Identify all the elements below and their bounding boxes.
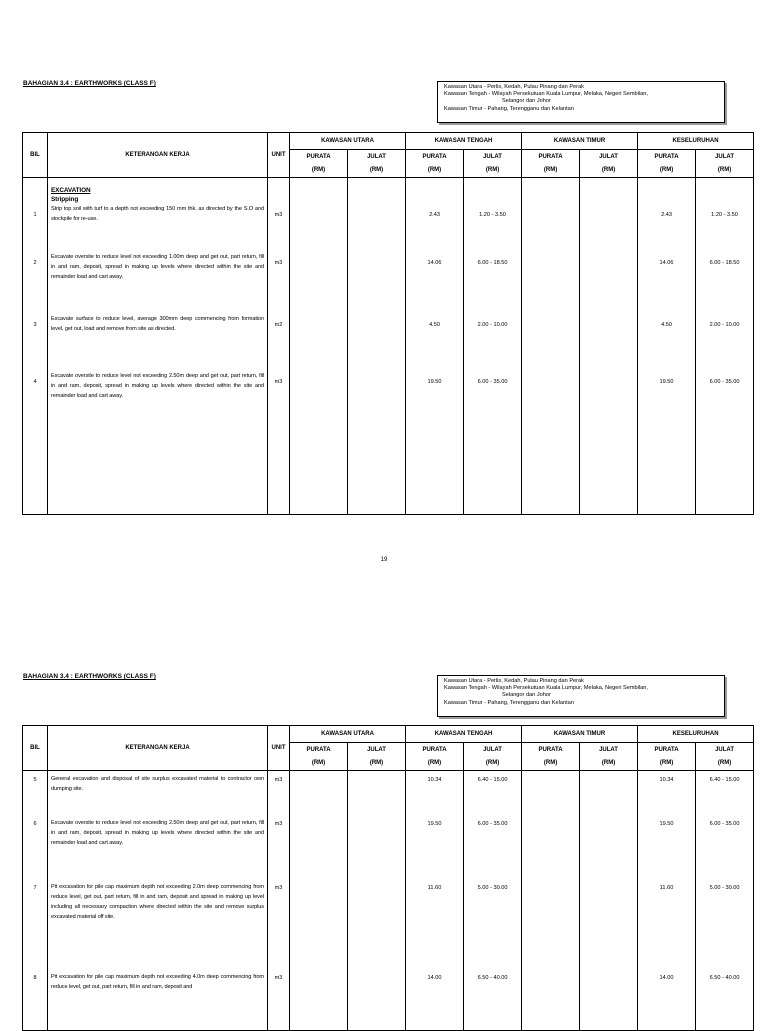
page-number: 19 <box>380 557 388 563</box>
item-bil: 6 <box>33 821 37 827</box>
tengah-julat-column <box>464 771 522 1031</box>
legend-line: Kawasan Utara - Perlis, Kedah, Pulau Pinang dan Perak <box>444 84 584 90</box>
item-unit: m2 <box>274 322 283 328</box>
value-cell: 2.00 - 10.00 <box>477 322 508 328</box>
value-cell: 4.50 <box>429 322 440 328</box>
header-julat: JULAT <box>348 150 406 164</box>
value-cell: 11.60 <box>659 885 674 891</box>
value-cell: 6.50 - 40.00 <box>477 975 508 981</box>
rates-table <box>22 725 754 1031</box>
header-julat: JULAT <box>580 150 638 164</box>
header-region: KAWASAN TIMUR <box>522 726 638 743</box>
header-rm: (RM) <box>290 756 348 771</box>
item-description: Pit excavation for pile cap maximum depth not exceeding 2.0m deep commencing from reduce level, get out, part return, fill in and ram, deposit and spread in making up level including all necessary compaction where directed within the site and remove surplus excavated material off site. <box>51 884 264 920</box>
value-cell: 19.50 <box>427 379 442 385</box>
section-title: BAHAGIAN 3.4 : EARTHWORKS (CLASS F) <box>23 80 156 87</box>
header-bil: BIL <box>23 726 48 771</box>
header-region: KAWASAN UTARA <box>290 133 406 150</box>
value-cell: 6.00 - 18.50 <box>477 260 508 266</box>
item-description: Excavate surface to reduce level, average 300mm deep commencing from formation level, get out, load and remove from site as directed. <box>51 316 264 332</box>
header-bil: BIL <box>23 133 48 178</box>
section-title: BAHAGIAN 3.4 : EARTHWORKS (CLASS F) <box>23 673 156 680</box>
value-cell: 1.20 - 3.50 <box>479 212 506 218</box>
timur-julat-column <box>580 771 638 1031</box>
header-rm: (RM) <box>522 163 580 178</box>
value-cell: 10.34 <box>427 777 442 783</box>
header-rm: (RM) <box>406 163 464 178</box>
kes-julat-column <box>696 771 754 1031</box>
header-region: KESELURUHAN <box>638 726 754 743</box>
header-julat: JULAT <box>464 743 522 757</box>
value-cell: 2.43 <box>661 212 672 218</box>
item-subheading: Stripping <box>51 196 79 203</box>
bil-column <box>23 771 48 1031</box>
legend-line: Kawasan Timur - Pahang, Terengganu dan Kelantan <box>444 699 574 706</box>
header-region: KAWASAN TENGAH <box>406 133 522 150</box>
item-bil: 8 <box>33 975 37 981</box>
legend-line: Selangor dan Johor <box>502 98 551 105</box>
header-purata: PURATA <box>290 150 348 164</box>
header-rm: (RM) <box>406 756 464 771</box>
value-cell: 1.20 - 3.50 <box>711 212 738 218</box>
header-rm: (RM) <box>464 163 522 178</box>
timur-purata-column <box>522 771 580 1031</box>
legend-line: Selangor dan Johor <box>502 692 551 699</box>
value-cell: 6.40 - 15.00 <box>709 777 740 783</box>
value-cell: 19.50 <box>427 821 442 827</box>
value-cell: 6.00 - 35.00 <box>477 379 508 385</box>
value-cell: 5.00 - 30.00 <box>477 885 508 891</box>
item-bil: 2 <box>33 260 37 266</box>
value-cell: 6.00 - 35.00 <box>709 821 740 827</box>
item-description: Pit excavation for pile cap maximum depth not exceeding 4.0m deep commencing from reduce level, get out, part return, fill in and ram, deposit and <box>51 974 264 990</box>
header-purata: PURATA <box>522 743 580 757</box>
utara-purata-column <box>290 771 348 1031</box>
header-purata: PURATA <box>638 743 696 757</box>
item-unit: m3 <box>274 212 283 218</box>
header-julat: JULAT <box>696 743 754 757</box>
utara-julat-column <box>348 771 406 1031</box>
item-description: Excavate oversite to reduce level not exceeding 1.00m deep and get out, part return, fill in and ram, deposit, spread in making up levels where directed within the site and remainder load and cart away. <box>51 254 264 280</box>
table-body <box>23 771 754 1031</box>
header-purata: PURATA <box>406 743 464 757</box>
header-purata: PURATA <box>290 743 348 757</box>
value-cell: 2.00 - 10.00 <box>709 322 740 328</box>
value-cell: 14.00 <box>659 975 674 981</box>
value-cell: 6.40 - 15.00 <box>477 777 508 783</box>
header-purata: PURATA <box>406 150 464 164</box>
item-bil: 1 <box>33 212 37 218</box>
item-bil: 7 <box>33 885 37 891</box>
header-julat: JULAT <box>464 150 522 164</box>
item-description: General excavation and disposal of site surplus excavated material to contractor own dumping site. <box>51 776 264 792</box>
item-unit: m3 <box>274 777 283 783</box>
legend-line: Kawasan Timur - Pahang, Terengganu dan Kelantan <box>444 105 574 112</box>
item-unit: m3 <box>274 821 283 827</box>
header-julat: JULAT <box>580 743 638 757</box>
header-rm: (RM) <box>290 163 348 178</box>
legend-line: Kawasan Utara - Perlis, Kedah, Pulau Pinang dan Perak <box>444 678 584 684</box>
header-region: KAWASAN UTARA <box>290 726 406 743</box>
value-cell: 14.06 <box>659 260 674 266</box>
value-cell: 6.00 - 18.50 <box>709 260 740 266</box>
header-unit: UNIT <box>268 133 290 178</box>
item-unit: m3 <box>274 260 283 266</box>
header-julat: JULAT <box>348 743 406 757</box>
header-rm: (RM) <box>348 163 406 178</box>
header-rm: (RM) <box>638 756 696 771</box>
item-bil: 3 <box>33 322 37 328</box>
header-rm: (RM) <box>580 756 638 771</box>
value-cell: 11.60 <box>427 885 442 891</box>
legend-line: Kawasan Tengah - Wilayah Persekutuan Kuala Lumpur, Melaka, Negeri Sembilan, <box>444 91 648 98</box>
header-unit: UNIT <box>268 726 290 771</box>
value-cell: 6.00 - 35.00 <box>477 821 508 827</box>
item-description: Strip top soil with turf to a depth not exceeding 150 mm thk. as directed by the S.O and stockpile for re-use. <box>51 206 264 222</box>
item-heading: EXCAVATION <box>51 187 91 194</box>
value-cell: 4.50 <box>661 322 672 328</box>
item-description: Excavate oversite to reduce level not exceeding 2.50m deep and get out, part return, fill in and ram, deposit, spread in making up levels where directed within the site and remainder load and cart away. <box>51 820 264 846</box>
header-rm: (RM) <box>580 163 638 178</box>
header-region: KESELURUHAN <box>638 133 754 150</box>
item-unit: m3 <box>274 885 283 891</box>
header-rm: (RM) <box>638 163 696 178</box>
header-purata: PURATA <box>522 150 580 164</box>
item-bil: 5 <box>33 777 37 783</box>
header-rm: (RM) <box>696 163 754 178</box>
header-rm: (RM) <box>522 756 580 771</box>
tengah-purata-column <box>406 771 464 1031</box>
header-rm: (RM) <box>348 756 406 771</box>
item-description: Excavate oversite to reduce level not exceeding 2.50m deep and get out, part return, fill in and ram, deposit, spread in making up levels where directed within the site and remainder load and cart away. <box>51 373 264 399</box>
value-cell: 5.00 - 30.00 <box>709 885 740 891</box>
region-legend <box>437 675 725 717</box>
unit-column <box>268 771 290 1031</box>
header-julat: JULAT <box>696 150 754 164</box>
header-rm: (RM) <box>696 756 754 771</box>
item-bil: 4 <box>33 379 37 385</box>
header-region: KAWASAN TIMUR <box>522 133 638 150</box>
header-keterangan: KETERANGAN KERJA <box>48 726 268 771</box>
value-cell: 14.00 <box>427 975 442 981</box>
value-cell: 6.00 - 35.00 <box>709 379 740 385</box>
value-cell: 19.50 <box>659 821 674 827</box>
header-region: KAWASAN TENGAH <box>406 726 522 743</box>
kes-purata-column <box>638 771 696 1031</box>
header-purata: PURATA <box>638 150 696 164</box>
value-cell: 19.50 <box>659 379 674 385</box>
value-cell: 6.50 - 40.00 <box>709 975 740 981</box>
header-rm: (RM) <box>464 756 522 771</box>
item-unit: m3 <box>274 379 283 385</box>
item-unit: m3 <box>274 975 283 981</box>
value-cell: 2.43 <box>429 212 440 218</box>
legend-line: Kawasan Tengah - Wilayah Persekutuan Kuala Lumpur, Melaka, Negeri Sembilan, <box>444 685 648 692</box>
value-cell: 14.06 <box>427 260 442 266</box>
value-cell: 10.34 <box>659 777 674 783</box>
header-keterangan: KETERANGAN KERJA <box>48 133 268 178</box>
description-column <box>48 771 268 1031</box>
